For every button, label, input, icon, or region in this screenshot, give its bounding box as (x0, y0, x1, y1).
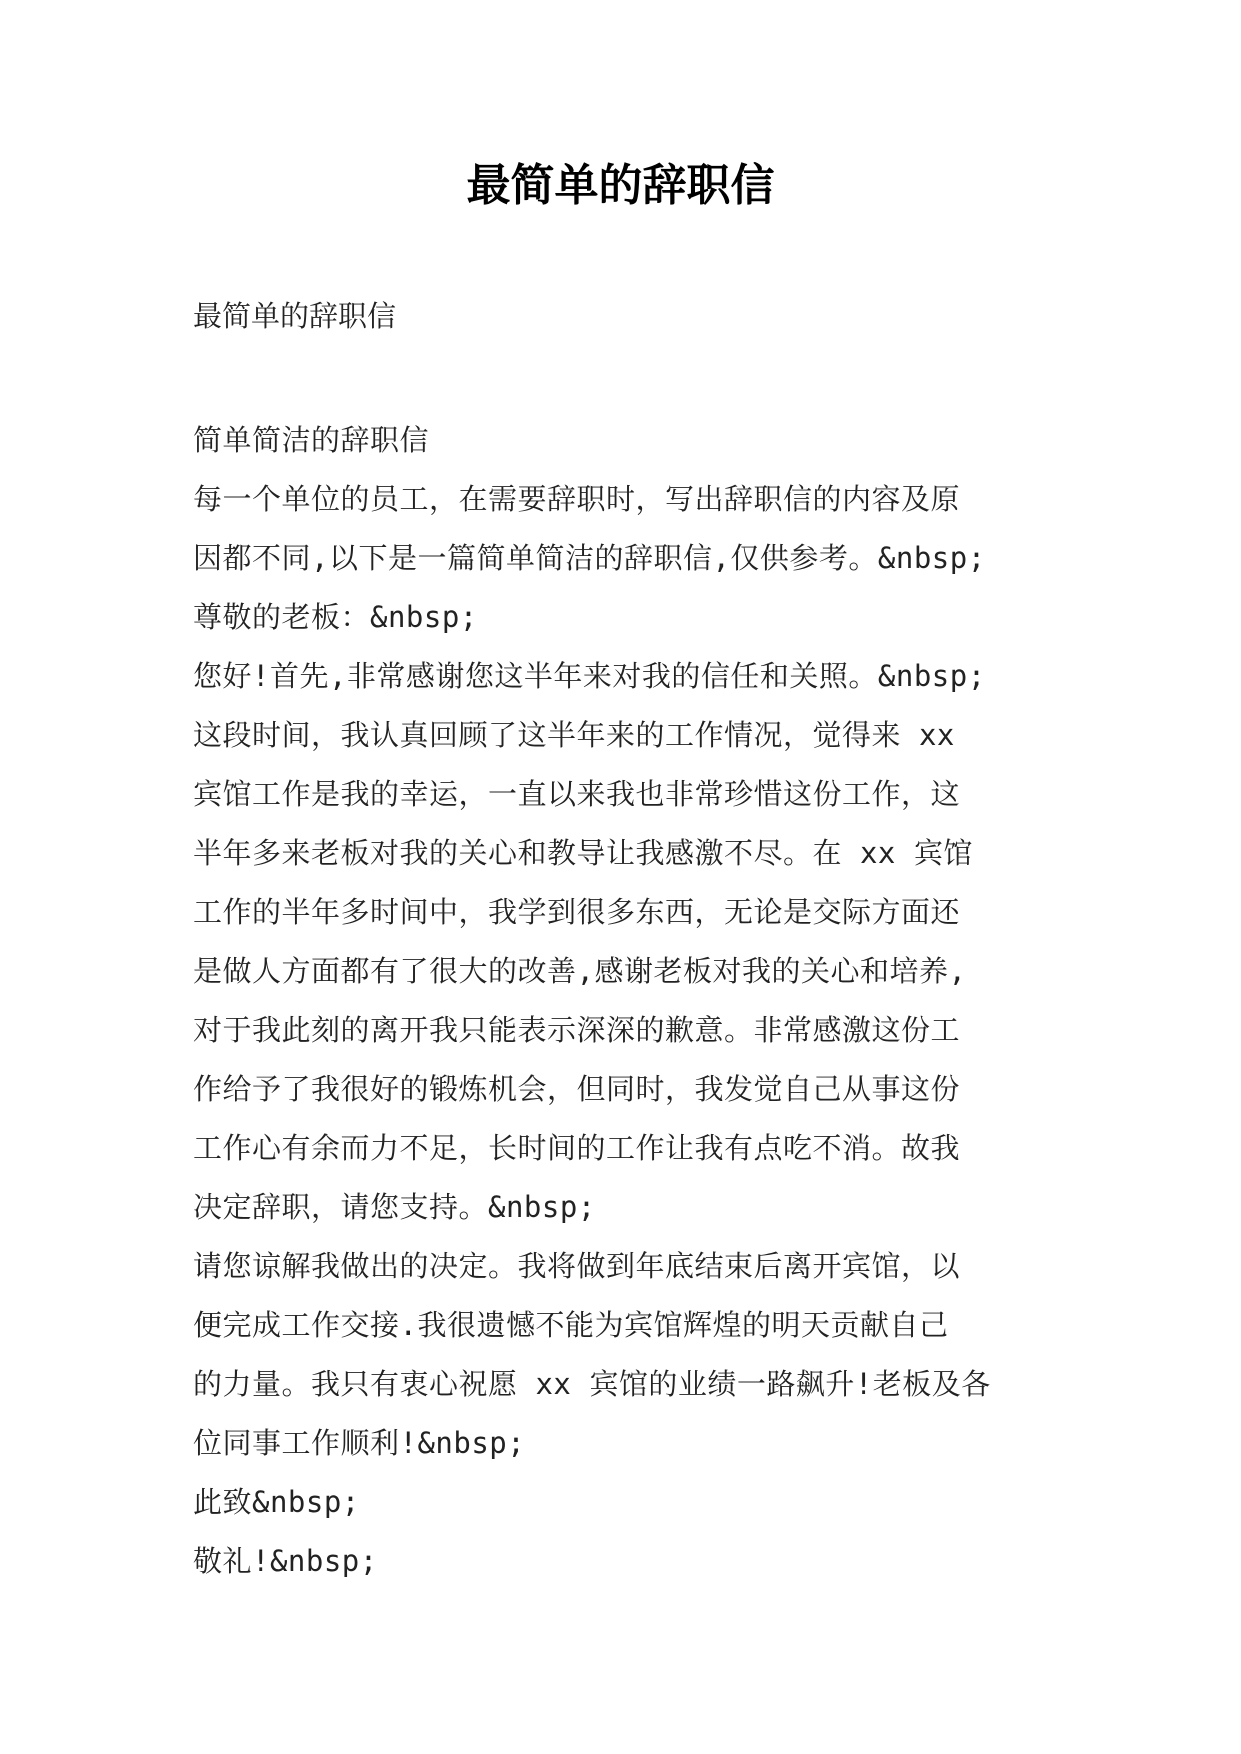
closing-line: 此致&nbsp; (193, 1485, 360, 1519)
document-subtitle: 最简单的辞职信 (193, 299, 397, 333)
paragraph-line: 因都不同,以下是一篇简单简洁的辞职信,仅供参考。&nbsp; (193, 541, 986, 575)
paragraph-line: 对于我此刻的离开我只能表示深深的歉意。非常感激这份工 (193, 1013, 961, 1047)
paragraph-line: 是做人方面都有了很大的改善,感谢老板对我的关心和培养, (193, 954, 967, 988)
paragraph-line: 每一个单位的员工，在需要辞职时，写出辞职信的内容及原 (193, 482, 961, 516)
paragraph-line: 的力量。我只有衷心祝愿 xx 宾馆的业绩一路飙升!老板及各 (193, 1367, 991, 1401)
paragraph-line: 作给予了我很好的锻炼机会，但同时，我发觉自己从事这份 (193, 1072, 961, 1106)
document-title: 最简单的辞职信 (466, 160, 775, 211)
paragraph-line: 半年多来老板对我的关心和教导让我感激不尽。在 xx 宾馆 (193, 836, 973, 870)
closing-line: 敬礼!&nbsp; (193, 1544, 378, 1578)
paragraph-line: 决定辞职，请您支持。&nbsp; (193, 1190, 596, 1224)
paragraph-line: 宾馆工作是我的幸运，一直以来我也非常珍惜这份工作，这 (193, 777, 961, 811)
paragraph-line: 工作心有余而力不足，长时间的工作让我有点吃不消。故我 (193, 1131, 961, 1165)
paragraph-line: 这段时间，我认真回顾了这半年来的工作情况，觉得来 xx (193, 718, 955, 752)
paragraph-line: 便完成工作交接.我很遗憾不能为宾馆辉煌的明天贡献自己 (193, 1308, 949, 1342)
paragraph-line: 请您谅解我做出的决定。我将做到年底结束后离开宾馆，以 (193, 1249, 961, 1283)
paragraph-line: 工作的半年多时间中，我学到很多东西，无论是交际方面还 (193, 895, 961, 929)
salutation: 尊敬的老板：&nbsp; (193, 600, 478, 634)
paragraph-line: 您好!首先,非常感谢您这半年来对我的信任和关照。&nbsp; (193, 659, 986, 693)
letter-heading: 简单简洁的辞职信 (193, 423, 430, 457)
paragraph-line: 位同事工作顺利!&nbsp; (193, 1426, 526, 1460)
letter-body (193, 411, 1063, 1591)
